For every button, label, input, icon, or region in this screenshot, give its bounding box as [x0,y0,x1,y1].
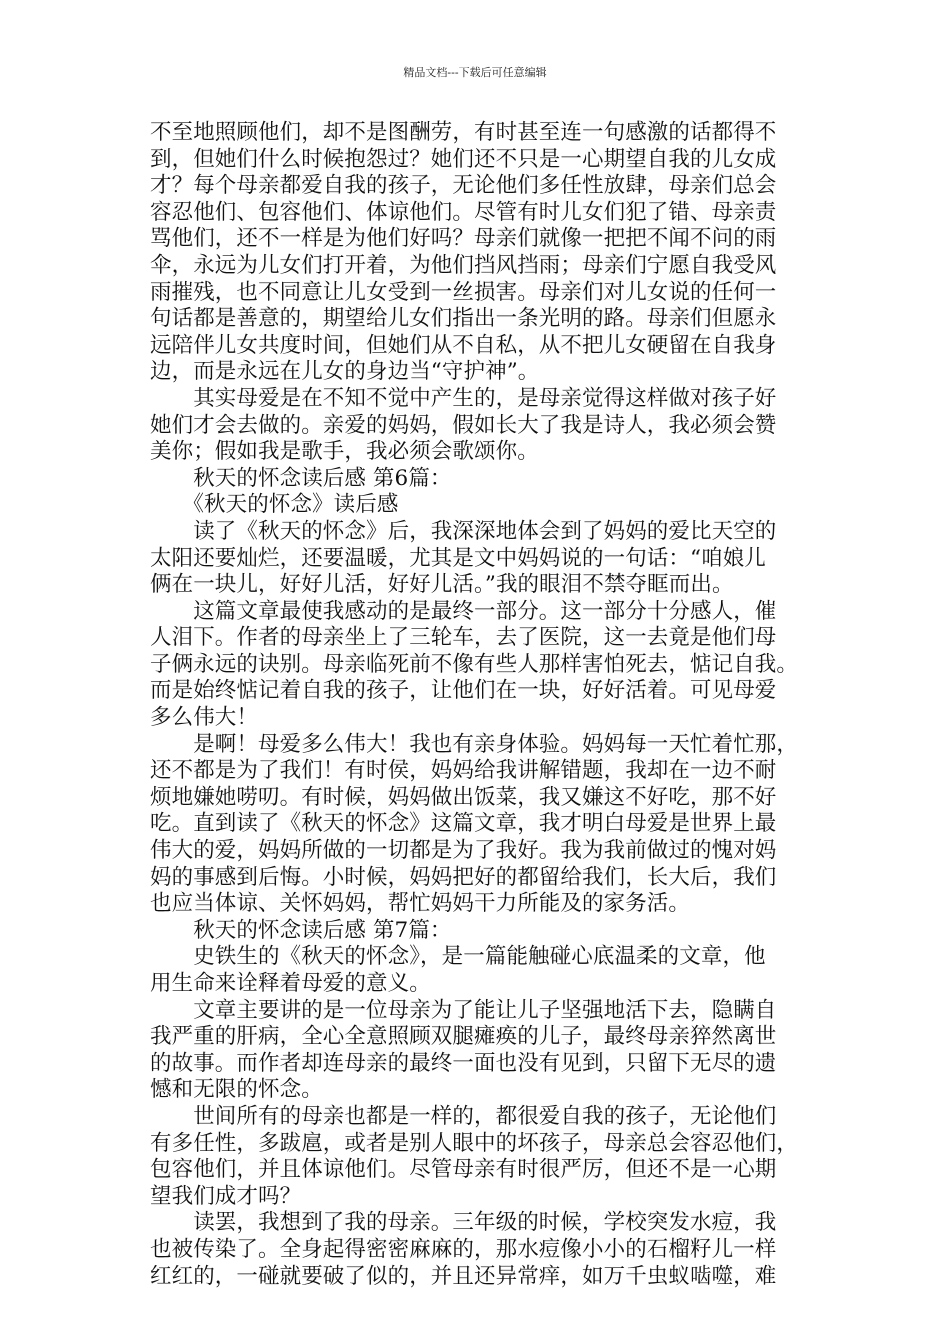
text-line: 她们才会去做的。亲爱的妈妈，假如长大了我是诗人，我必须会赞 [150,412,777,438]
document-body [150,120,825,1290]
text-line: 秋天的怀念读后感 第6篇： [150,465,452,491]
text-line: 烦地嫌她唠叨。有时候，妈妈做出饭菜，我又嫌这不好吃，那不好 [150,784,777,810]
text-line: 用生命来诠释着母爱的意义。 [150,971,431,996]
text-line: 有多任性，多跋扈，或者是别人眼中的坏孩子，母亲总会容忍他们， [150,1130,799,1156]
text-line: 世间所有的母亲也都是一样的，都很爱自我的孩子，无论他们 [150,1103,777,1129]
text-line: 史铁生的《秋天的怀念》，是一篇能触碰心底温柔的文章，他 [150,944,766,970]
text-line: 远陪伴儿女共度时间，但她们从不自私，从不把儿女硬留在自我身 [150,332,777,358]
text-line: 还不都是为了我们！有时侯，妈妈给我讲解错题，我却在一边不耐 [150,758,777,784]
text-line: 不至地照顾他们，却不是图酬劳，有时甚至连一句感激的话都得不 [150,120,777,145]
text-line: 而是始终惦记着自我的孩子，让他们在一块，好好活着。可见母爱 [150,678,777,704]
text-line: 是啊！母爱多么伟大！我也有亲身体验。妈妈每一天忙着忙那， [150,731,799,757]
text-line: 望我们成才吗？ [150,1183,302,1209]
text-line: 也被传染了。全身起得密密麻麻的，那水痘像小小的石榴籽儿一样 [150,1236,777,1262]
text-line: 句话都是善意的，期望给儿女们指出一条光明的路。母亲们但愿永 [150,306,777,332]
text-line: 读罢，我想到了我的母亲。三年级的时候，学校突发水痘，我 [150,1210,777,1236]
text-line: 读了《秋天的怀念》后，我深深地体会到了妈妈的爱比天空的 [150,518,777,544]
text-line: 多么伟大！ [150,705,259,731]
text-line: 文章主要讲的是一位母亲为了能让儿子坚强地活下去，隐瞒自 [150,997,777,1023]
text-line: 吃。直到读了《秋天的怀念》这篇文章，我才明白母爱是世界上最 [150,811,777,837]
text-line: 妈的事感到后悔。小时候，妈妈把好的都留给我们，长大后，我们 [150,864,777,890]
text-line: 包容他们，并且体谅他们。尽管母亲有时很严厉，但还不是一心期 [150,1157,777,1183]
text-line: 伞，永远为儿女们打开着，为他们挡风挡雨；母亲们宁愿自我受风 [150,252,777,278]
text-line: 秋天的怀念读后感 第7篇： [150,917,452,943]
text-line: 美你；假如我是歌手，我必须会歌颂你。 [150,439,539,465]
text-line: 到，但她们什么时候抱怨过？她们还不只是一心期望自我的儿女成 [150,146,777,172]
text-line: 的故事。而作者却连母亲的最终一面也没有见到，只留下无尽的遗 [150,1050,777,1076]
text-line: 子俩永远的诀别。母亲临死前不像有些人那样害怕死去，惦记自我。 [150,651,799,677]
text-line: 骂他们，还不一样是为他们好吗？母亲们就像一把把不闻不问的雨 [150,226,777,252]
text-line: 这篇文章最使我感动的是最终一部分。这一部分十分感人，催 [150,598,777,624]
text-line: 也应当体谅、关怀妈妈，帮忙妈妈干力所能及的家务活。 [150,891,691,917]
text-line: 《秋天的怀念》读后感 [150,492,399,518]
text-line: 我严重的肝病，全心全意照顾双腿瘫痪的儿子，最终母亲猝然离世 [150,1024,777,1050]
text-line: 憾和无限的怀念。 [150,1077,323,1103]
text-line: 太阳还要灿烂，还要温暖，尤其是文中妈妈说的一句话：“咱娘儿 [150,545,766,571]
text-line: 俩在一块儿，好好儿活，好好儿活。”我的眼泪不禁夺眶而出。 [150,572,734,598]
text-line: 人泪下。作者的母亲坐上了三轮车，去了医院，这一去竟是他们母 [150,625,777,651]
text-line: 边，而是永远在儿女的身边当“守护神”。 [150,359,540,385]
page-header: 精品文档---下载后可任意编辑 [403,66,547,79]
text-line: 红红的，一碰就要破了似的，并且还异常痒，如万千虫蚁啮噬，难 [150,1263,777,1289]
text-line: 雨摧残，也不同意让儿女受到一丝损害。母亲们对儿女说的任何一 [150,279,777,305]
text-line: 伟大的爱，妈妈所做的一切都是为了我好。我为我前做过的愧对妈 [150,838,777,864]
text-line: 才？每个母亲都爱自我的孩子，无论他们多任性放肆，母亲们总会 [150,173,777,199]
text-line: 容忍他们、包容他们、体谅他们。尽管有时儿女们犯了错、母亲责 [150,199,777,225]
text-line: 其实母爱是在不知不觉中产生的，是母亲觉得这样做对孩子好 [150,385,777,411]
